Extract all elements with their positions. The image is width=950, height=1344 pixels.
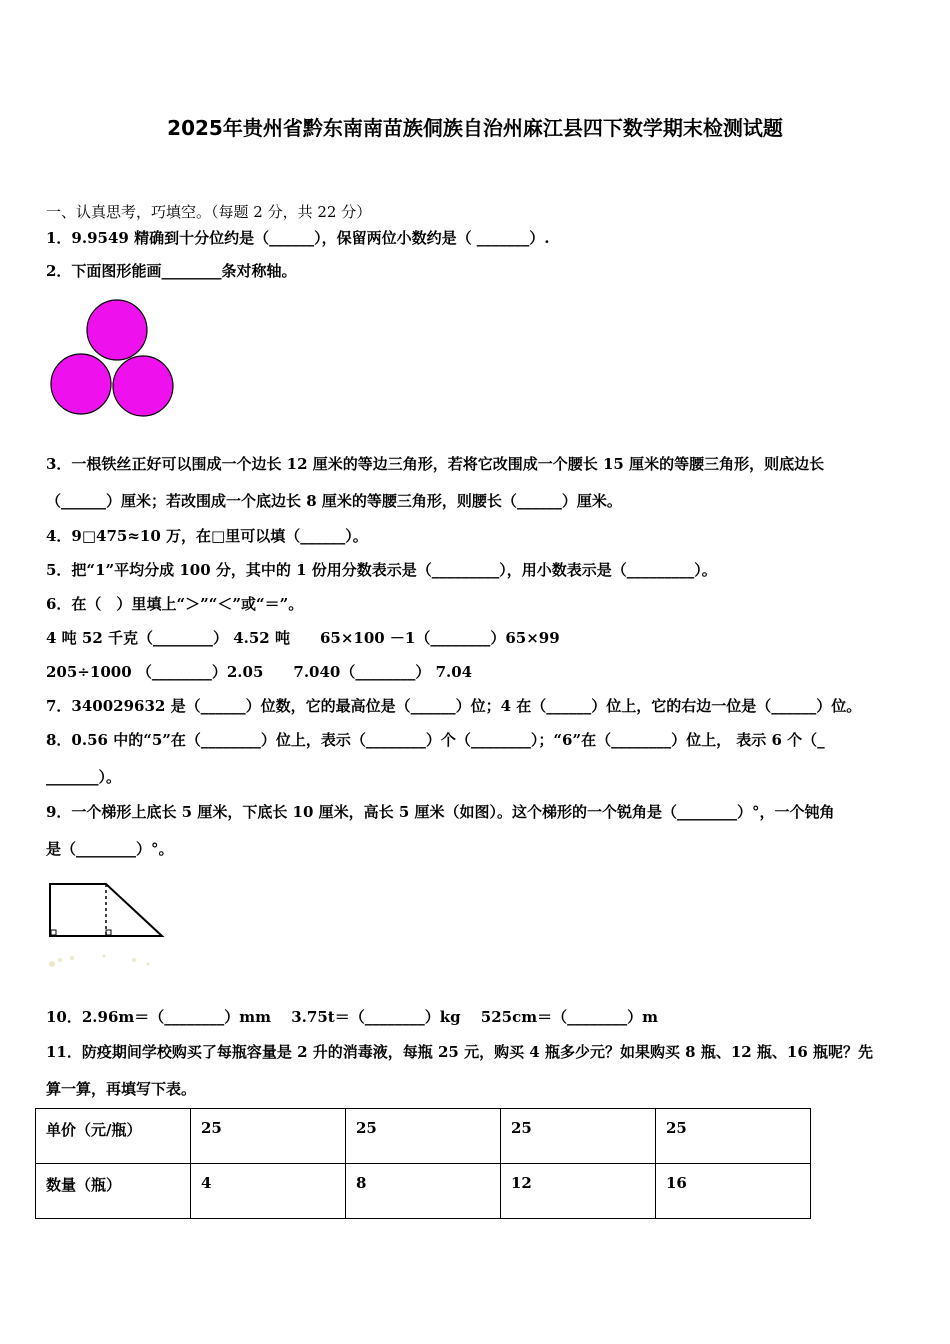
table-cell: 数量（瓶） (36, 1164, 191, 1219)
question-5: 5．把“1”平均分成 100 分，其中的 1 份用分数表示是（_________），用小数表示是（_________）。 (46, 561, 717, 579)
question-9-line-1: 9．一个梯形上底长 5 厘米，下底长 10 厘米，高长 5 厘米（如图）。这个梯形的一个锐角是（________）°，一个钝角 (46, 803, 835, 821)
page-title: 2025年贵州省黔东南南苗族侗族自治州麻江县四下数学期末检测试题 (167, 116, 783, 140)
table-cell: 12 (501, 1164, 656, 1219)
table-cell: 16 (656, 1164, 811, 1219)
trapezoid-figure (44, 878, 168, 970)
table-row (36, 1164, 811, 1219)
question-3-line-1: 3．一根铁丝正好可以围成一个边长 12 厘米的等边三角形，若将它改围成一个腰长 15 厘米的等腰三角形，则底边长 (46, 455, 825, 473)
circle-top (87, 300, 147, 360)
question-4: 4．9□475≈10 万，在□里可以填（______）。 (46, 527, 368, 545)
price-quantity-table (35, 1108, 811, 1219)
table-cell: 25 (346, 1109, 501, 1164)
question-6-row-2: 205÷1000 （________）2.05 7.040（________） 7.04 (46, 663, 473, 681)
question-6: 6．在（ ）里填上“＞”“＜”或“＝”。 (46, 595, 304, 613)
table-cell: 8 (346, 1164, 501, 1219)
question-1: 1．9.9549 精确到十分位约是（______），保留两位小数约是（ _______）. (46, 229, 550, 247)
circle-right (113, 356, 173, 416)
table-cell: 25 (191, 1109, 346, 1164)
question-6-row-1: 4 吨 52 千克（________） 4.52 吨 65×100 －1（________）65×99 (46, 629, 560, 647)
table-cell: 25 (656, 1109, 811, 1164)
right-angle-mark-left (51, 930, 56, 935)
question-11-line-2: 算一算，再填写下表。 (46, 1080, 197, 1098)
question-8-line-2: _______）。 (46, 768, 122, 786)
question-8-line-1: 8．0.56 中的“5”在（________）位上，表示（________）个（________）；“6”在（________）位上， 表示 6 个（_ (46, 731, 825, 749)
table-cell: 单价（元/瓶） (36, 1109, 191, 1164)
question-11-line-1: 11．防疫期间学校购买了每瓶容量是 2 升的消毒液，每瓶 25 元，购买 4 瓶多少元？如果购买 8 瓶、12 瓶、16 瓶呢？先 (46, 1043, 874, 1061)
table-row (36, 1109, 811, 1164)
question-10: 10．2.96m＝（________）mm 3.75t＝（________）kg 525cm＝（________）m (46, 1008, 658, 1026)
three-circles-figure (46, 298, 178, 420)
section-heading: 一、认真思考，巧填空。（每题 2 分，共 22 分） (46, 203, 372, 221)
scan-noise (49, 955, 150, 968)
circle-left (51, 354, 111, 414)
table-cell: 4 (191, 1164, 346, 1219)
table-cell: 25 (501, 1109, 656, 1164)
question-2: 2．下面图形能画________条对称轴。 (46, 262, 297, 280)
question-7: 7．340029632 是（______）位数，它的最高位是（______）位；4 在（______）位上，它的右边一位是（______）位。 (46, 697, 862, 715)
question-9-line-2: 是（________）°。 (46, 840, 174, 858)
question-3-line-2: （______）厘米；若改围成一个底边长 8 厘米的等腰三角形，则腰长（______）厘米。 (46, 492, 622, 510)
